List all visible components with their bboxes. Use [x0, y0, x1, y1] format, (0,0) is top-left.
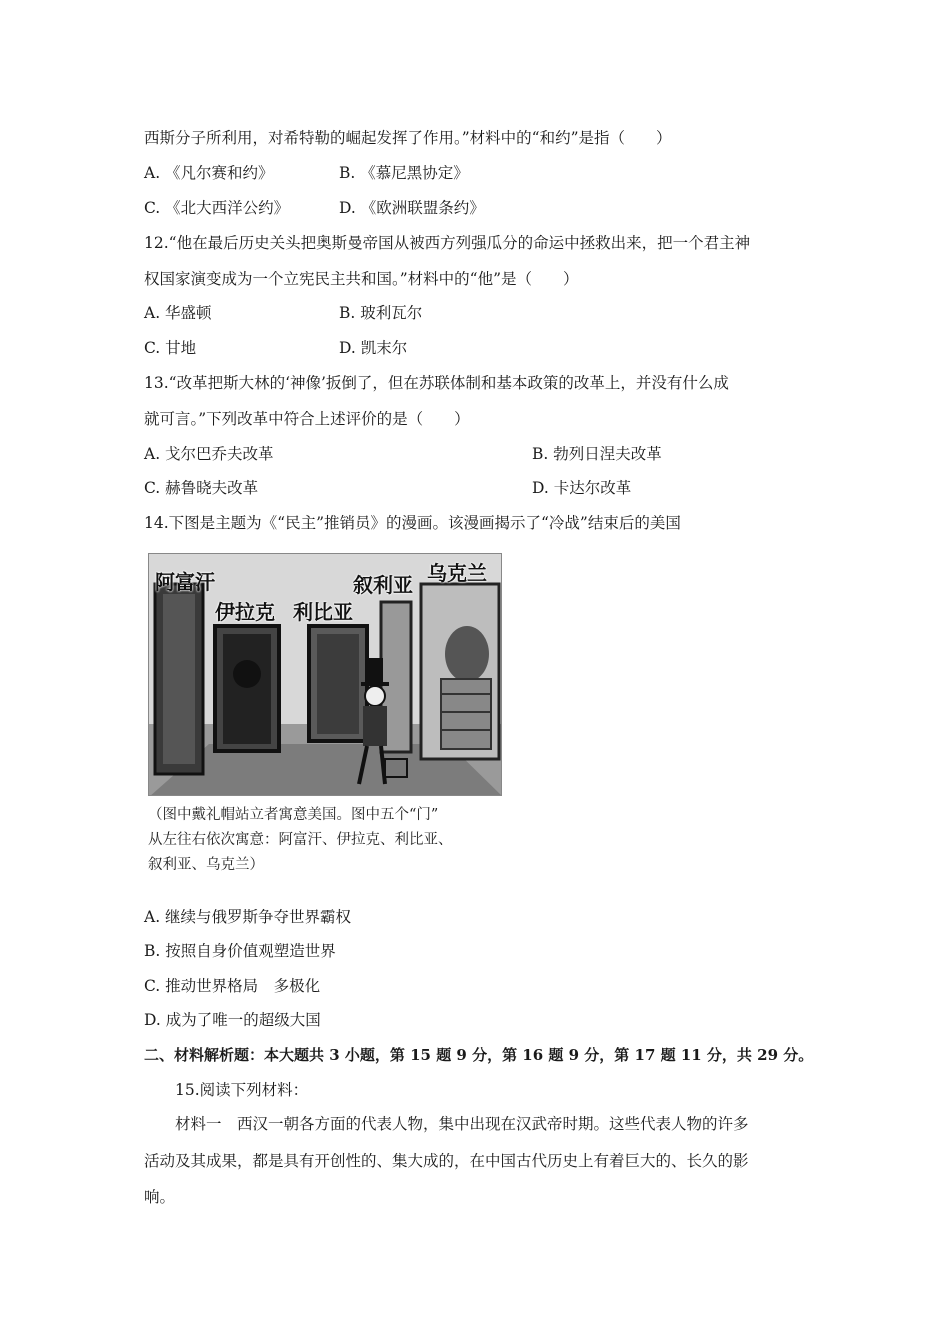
q14-stem: 14.下图是主题为《“民主”推销员》的漫画。该漫画揭示了“冷战”结束后的美国	[144, 514, 681, 532]
q11-option-c: C. 《北大西洋公约》	[144, 199, 290, 217]
q13-stem-line2: 就可言。”下列改革中符合上述评价的是（ ）	[144, 410, 470, 428]
caption-line3: 叙利亚、乌克兰）	[148, 857, 264, 873]
bear-figure	[445, 626, 489, 682]
top-hat-figure	[367, 658, 383, 684]
q12-option-c: C. 甘地	[144, 339, 197, 357]
label-ukraine: 乌克兰	[427, 561, 487, 585]
q15-stem: 15.阅读下列材料：	[175, 1081, 309, 1099]
section2-heading: 二、材料解析题：本大题共 3 小题，第 15 题 9 分，第 16 题 9 分，第 17 题 11 分，共 29 分。	[144, 1046, 814, 1064]
q11-stem-tail: 西斯分子所利用，对希特勒的崛起发挥了作用。”材料中的“和约”是指（ ）	[144, 129, 672, 147]
q12-stem-line2: 权国家演变成为一个立宪民主共和国。”材料中的“他”是（ ）	[144, 270, 579, 288]
q15-material1-line1: 材料一 西汉一朝各方面的代表人物，集中出现在汉武帝时期。这些代表人物的许多	[175, 1115, 749, 1133]
q14-option-c: C. 推动世界格局 多极化	[144, 977, 321, 995]
q13-stem-line1: 13.“改革把斯大林的‘神像’扳倒了，但在苏联体制和基本政策的改革上，并没有什么成	[144, 374, 729, 392]
q14-option-d: D. 成为了唯一的超级大国	[144, 1011, 321, 1029]
q13-option-d: D. 卡达尔改革	[532, 479, 632, 497]
q11-option-d: D. 《欧洲联盟条约》	[339, 199, 485, 217]
q13-option-c: C. 赫鲁晓夫改革	[144, 479, 259, 497]
q13-option-a: A. 戈尔巴乔夫改革	[144, 445, 274, 463]
q13-option-b: B. 勃列日涅夫改革	[532, 445, 662, 463]
caption-line1: （图中戴礼帽站立者寓意美国。图中五个“门”	[148, 807, 439, 823]
q11-option-a: A. 《凡尔赛和约》	[144, 164, 274, 182]
q12-option-b: B. 玻利瓦尔	[339, 304, 423, 322]
figure-caption	[148, 803, 508, 878]
q12-stem-line1: 12.“他在最后历史关头把奥斯曼帝国从被西方列强瓜分的命运中拯救出来，把一个君主神	[144, 234, 751, 252]
q14-option-b: B. 按照自身价值观塑造世界	[144, 942, 336, 960]
caption-line2: 从左往右依次寓意：阿富汗、伊拉克、利比亚、	[148, 832, 453, 848]
q15-material1-line3: 响。	[144, 1188, 176, 1206]
label-syria: 叙利亚	[353, 573, 413, 597]
label-libya: 利比亚	[293, 600, 353, 624]
q11-option-b: B. 《慕尼黑协定》	[339, 164, 469, 182]
label-iraq: 伊拉克	[215, 600, 275, 624]
q12-option-a: A. 华盛顿	[144, 304, 212, 322]
label-afghanistan: 阿富汗	[155, 570, 215, 594]
cartoon-figure	[148, 553, 502, 796]
q15-material1-line2: 活动及其成果，都是具有开创性的、集大成的，在中国古代历史上有着巨大的、长久的影	[144, 1152, 749, 1170]
suitcase	[385, 759, 407, 777]
q12-option-d: D. 凯末尔	[339, 339, 408, 357]
q14-option-a: A. 继续与俄罗斯争夺世界霸权	[144, 908, 352, 926]
